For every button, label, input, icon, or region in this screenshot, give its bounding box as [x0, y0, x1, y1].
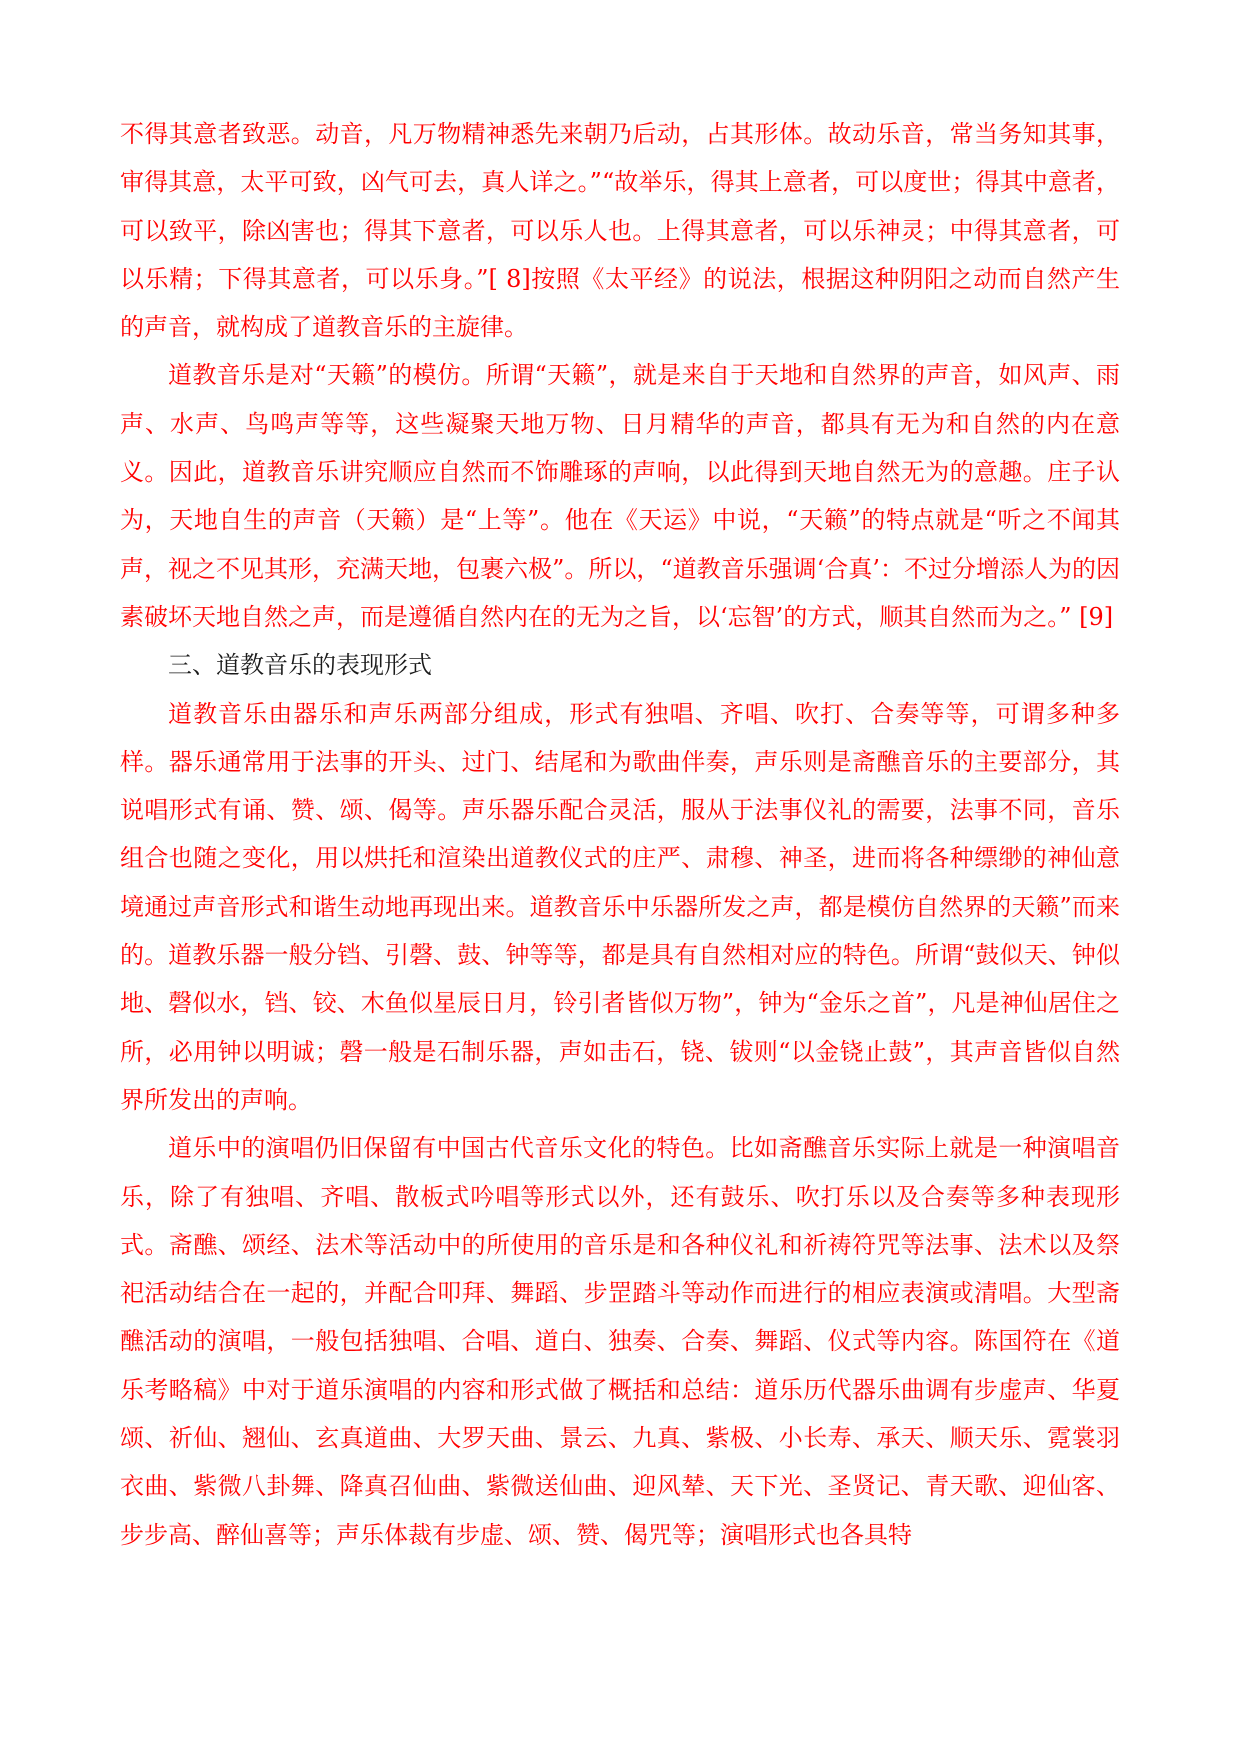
- paragraph-continuation: 不得其意者致恶。动音，凡万物精神悉先来朝乃后动，占其形体。故动乐音，常当务知其事，审得其意，太平可致，凶气可去，真人详之。”“故举乐，得其上意者，可以度世；得其中意者，可以致平，除凶害也；得其下意者，可以乐人也。上得其意者，可以乐神灵；中得其意者，可以乐精；下得其意者，可以乐身。”[ 8]按照《太平经》的说法，根据这种阴阳之动而自然产生的声音，就构成了道教音乐的主旋律。: [120, 120, 1120, 342]
- section-heading: 三、道教音乐的表现形式: [168, 651, 432, 680]
- paragraph-singing: 道乐中的演唱仍旧保留有中国古代音乐文化的特色。比如斋醮音乐实际上就是一种演唱音乐，除了有独唱、齐唱、散板式吟唱等形式以外，还有鼓乐、吹打乐以及合奏等多种表现形式。斋醮、颂经、法术等活动中的所使用的音乐是和各种仪礼和祈祷符咒等法事、法术以及祭祀活动结合在一起的，并配合叩拜、舞蹈、步罡踏斗等动作而进行的相应表演或清唱。大型斋醮活动的演唱，一般包括独唱、合唱、道白、独奏、合奏、舞蹈、仪式等内容。陈国符在《道乐考略稿》中对于道乐演唱的内容和形式做了概括和总结：道乐历代器乐曲调有步虚声、华夏颂、祈仙、翘仙、玄真道曲、大罗天曲、景云、九真、紫极、小长寿、承天、顺天乐、霓裳羽衣曲、紫微八卦舞、降真召仙曲、紫微送仙曲、迎风辇、天下光、圣贤记、青天歌、迎仙客、步步高、醉仙喜等；声乐体裁有步虚、颂、赞、偈咒等；演唱形式也各具特: [120, 1134, 1120, 1549]
- document-page: [120, 110, 1120, 1559]
- paragraph-tianlai: 道教音乐是对“天籁”的模仿。所谓“天籁”，就是来自于天地和自然界的声音，如风声、雨声、水声、鸟鸣声等等，这些凝聚天地万物、日月精华的声音，都具有无为和自然的内在意义。因此，道教音乐讲究顺应自然而不饰雕琢的声响，以此得到天地自然无为的意趣。庄子认为，天地自生的声音（天籁）是“上等”。他在《天运》中说，“天籁”的特点就是“听之不闻其声，视之不见其形，充满天地，包裹六极”。所以，“道教音乐强调‘合真’：不过分增添人为的因素破坏天地自然之声，而是遵循自然内在的无为之旨，以‘忘智’的方式，顺其自然而为之。” [9]: [120, 361, 1120, 631]
- paragraph-forms: 道教音乐由器乐和声乐两部分组成，形式有独唱、齐唱、吹打、合奏等等，可谓多种多样。器乐通常用于法事的开头、过门、结尾和为歌曲伴奏，声乐则是斋醮音乐的主要部分，其说唱形式有诵、赞、颂、偈等。声乐器乐配合灵活，服从于法事仪礼的需要，法事不同，音乐组合也随之变化，用以烘托和渲染出道教仪式的庄严、肃穆、神圣，进而将各种缥缈的神仙意境通过声音形式和谐生动地再现出来。道教音乐中乐器所发之声，都是模仿自然界的天籁”而来的。道教乐器一般分铛、引磬、鼓、钟等等，都是具有自然相对应的特色。所谓“鼓似天、钟似地、磬似水，铛、铰、木鱼似星辰日月，铃引者皆似万物”，钟为“金乐之首”，凡是神仙居住之所，必用钟以明诚；磬一般是石制乐器，声如击石，铙、钹则“以金铙止鼓”，其声音皆似自然界所发出的声响。: [120, 699, 1120, 1114]
